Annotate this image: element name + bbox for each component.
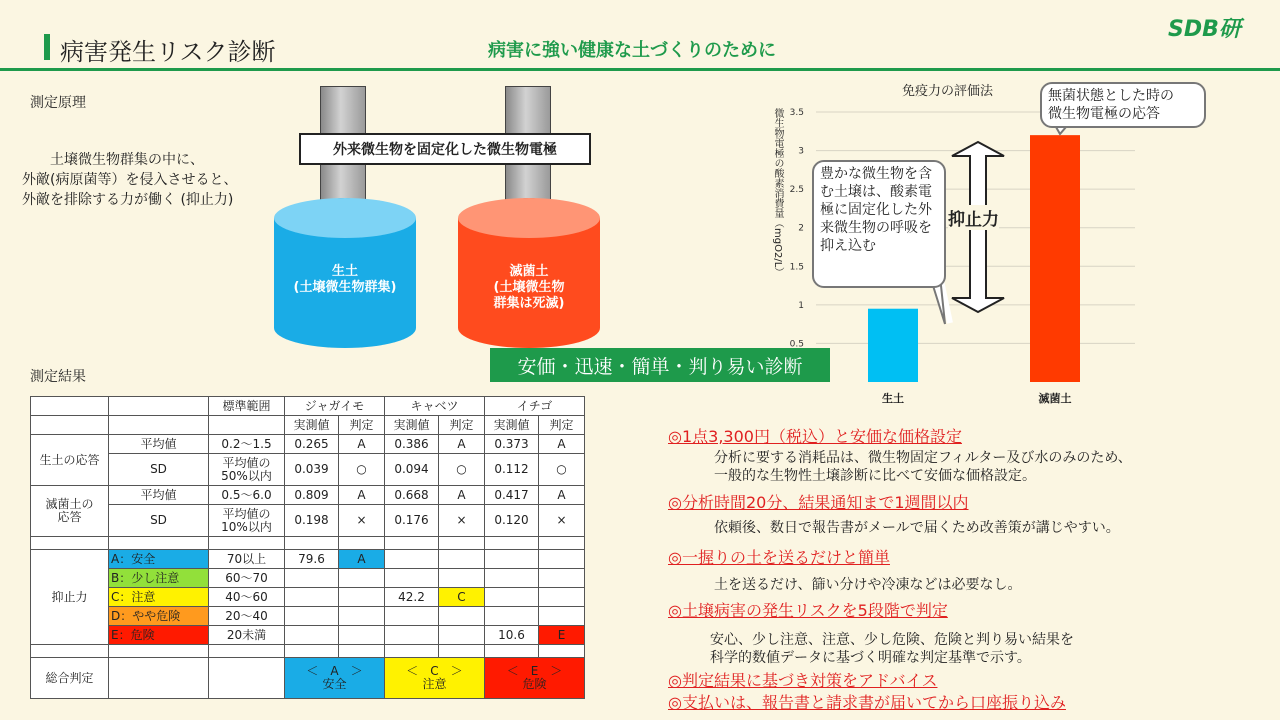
value-cell (539, 588, 585, 607)
value-cell: 0.112 (485, 454, 539, 486)
description-line: 外敵を排除する力が働く (抑止力) (22, 192, 234, 208)
value-cell: 0.094 (385, 454, 439, 486)
benefit-item (668, 668, 937, 691)
table-cell (109, 416, 209, 435)
description-line: 土壌微生物群集の中に、 (22, 152, 204, 168)
benefit-line: 土を送るだけ、篩い分けや冷凍などは必要なし。 (714, 577, 1022, 593)
crop-header: イチゴ (485, 397, 585, 416)
benefit-item (668, 545, 1021, 594)
chart-y-tick-label: 1.5 (789, 262, 804, 273)
std-range: 60～70 (209, 569, 285, 588)
benefit-line: 分析に要する消耗品は、微生物固定フィルター及び水のみのため、 (714, 450, 1132, 466)
electrode-label: 外来微生物を固定化した微生物電極 (299, 133, 591, 165)
value-cell: A (539, 486, 585, 505)
header-divider (0, 68, 1280, 71)
value-cell: ○ (439, 454, 485, 486)
measured-header: 実測値 (385, 416, 439, 435)
suppression-row (31, 588, 585, 607)
cylinder-label-line: 群集は死滅) (493, 296, 565, 311)
measured-header: 実測値 (485, 416, 539, 435)
results-table (30, 396, 585, 699)
benefit-body (710, 631, 1074, 667)
benefit-title: ◎判定結果に基づき対策をアドバイス (668, 671, 938, 690)
title-accent-bar (44, 34, 50, 60)
overall-result (285, 658, 385, 699)
std-line: 10%以内 (221, 519, 272, 534)
overall-result (485, 658, 585, 699)
benefit-body (714, 519, 1120, 537)
table-cell (285, 537, 339, 550)
benefit-line: 科学的数値データに基づく明確な判定基準で示す。 (710, 650, 1031, 666)
cylinder-top (458, 198, 600, 238)
value-cell: ○ (339, 454, 385, 486)
value-cell: A (539, 435, 585, 454)
chart-y-tick-label: 2.5 (789, 185, 804, 196)
benefit-line: 一般的な生物性土壌診断に比べて安価な価格設定。 (714, 468, 1036, 484)
table-row (31, 505, 585, 537)
overall-result (385, 658, 485, 699)
std-range-header: 標準範囲 (209, 397, 285, 416)
value-cell (385, 626, 439, 645)
cylinder-label-line: (土壌微生物群集) (293, 280, 397, 295)
value-cell (339, 626, 385, 645)
callout-sterile-soil (1040, 82, 1206, 128)
chart-bar (1030, 135, 1080, 382)
group-line: 応答 (57, 510, 82, 524)
judgement-cell: C (439, 588, 485, 607)
table-cell (209, 537, 285, 550)
chart-y-ticks (790, 108, 804, 349)
value-cell: 0.176 (385, 505, 439, 537)
table-cell (339, 645, 385, 658)
raw-soil-label (270, 264, 420, 296)
benefit-title: ◎一握りの土を送るだけと簡単 (668, 548, 890, 567)
chart-x-tick-label: 滅菌土 (1038, 392, 1072, 405)
benefit-title: ◎1点3,300円（税込）と安価な価格設定 (668, 427, 962, 446)
value-cell (385, 607, 439, 626)
row-label: 平均値 (109, 486, 209, 505)
value-cell: ○ (539, 454, 585, 486)
value-cell (285, 607, 339, 626)
table-cell (285, 645, 339, 658)
table-cell (31, 397, 109, 416)
table-cell (439, 645, 485, 658)
std-range (209, 505, 285, 537)
table-header-row (31, 397, 585, 416)
value-cell (539, 550, 585, 569)
std-line: 50%以内 (221, 468, 272, 483)
value-cell: A (339, 486, 385, 505)
overall-text: 安全 (322, 677, 347, 691)
table-cell (109, 658, 209, 699)
value-cell: 0.039 (285, 454, 339, 486)
cylinder-top (274, 198, 416, 238)
table-subheader-row (31, 416, 585, 435)
value-cell: A (439, 486, 485, 505)
suppression-row (31, 550, 585, 569)
level-label: B：少し注意 (109, 569, 209, 588)
judgement-cell: E (539, 626, 585, 645)
value-cell: 10.6 (485, 626, 539, 645)
table-cell (539, 537, 585, 550)
std-line: 平均値の (222, 455, 271, 470)
std-range: 20未満 (209, 626, 285, 645)
table-cell (439, 537, 485, 550)
results-label: 測定結果 (30, 369, 86, 385)
overall-text: 危険 (522, 677, 547, 691)
value-cell: 0.373 (485, 435, 539, 454)
description-line: 外敵(病原菌等）を侵入させると、 (22, 172, 238, 188)
value-cell: 79.6 (285, 550, 339, 569)
chart-y-tick-label: 0.5 (789, 339, 804, 350)
overall-row (31, 658, 585, 699)
crop-header: キャベツ (385, 397, 485, 416)
table-cell (109, 645, 209, 658)
value-cell: 0.120 (485, 505, 539, 537)
std-range: 40～60 (209, 588, 285, 607)
overall-grade: ＜ A ＞ (306, 664, 363, 678)
cylinder-label-line: 滅菌土 (509, 264, 549, 279)
std-range: 20～40 (209, 607, 285, 626)
benefit-item (668, 598, 1074, 667)
benefit-body (714, 576, 1021, 594)
value-cell (485, 550, 539, 569)
chart-bar (868, 309, 918, 382)
benefit-item (668, 424, 1132, 485)
benefit-body (714, 449, 1132, 485)
table-cell (485, 537, 539, 550)
page-title: 病害発生リスク診断 (60, 38, 276, 66)
value-cell (285, 569, 339, 588)
table-row (31, 454, 585, 486)
overall-grade: ＜ E ＞ (506, 664, 563, 678)
value-cell (339, 607, 385, 626)
value-cell: × (439, 505, 485, 537)
chart-y-tick-label: 3.5 (789, 108, 804, 118)
table-row (31, 435, 585, 454)
judgement-header: 判定 (539, 416, 585, 435)
std-range: 70以上 (209, 550, 285, 569)
table-cell (109, 537, 209, 550)
callout-line: 微生物電極の応答 (1048, 106, 1160, 122)
value-cell: × (339, 505, 385, 537)
value-cell (439, 569, 485, 588)
value-cell (339, 569, 385, 588)
value-cell (439, 550, 485, 569)
feature-banner: 安価・迅速・簡単・判り易い診断 (490, 348, 830, 382)
judgement-header: 判定 (439, 416, 485, 435)
table-cell (31, 645, 109, 658)
row-group-label: 総合判定 (31, 658, 109, 699)
value-cell: A (439, 435, 485, 454)
level-label: C：注意 (109, 588, 209, 607)
table-cell (539, 645, 585, 658)
value-cell (485, 569, 539, 588)
std-range (209, 454, 285, 486)
value-cell (539, 569, 585, 588)
value-cell: 42.2 (385, 588, 439, 607)
value-cell (485, 588, 539, 607)
table-cell (209, 658, 285, 699)
value-cell: 0.809 (285, 486, 339, 505)
callout-raw-soil: 豊かな微生物を含む土壌は、酸素電極に固定化した外来微生物の呼吸を抑え込む (812, 160, 946, 288)
table-cell (385, 645, 439, 658)
level-label: E：危険 (109, 626, 209, 645)
value-cell: 0.386 (385, 435, 439, 454)
callout-line: 無菌状態とした時の (1048, 88, 1174, 104)
measured-header: 実測値 (285, 416, 339, 435)
table-spacer-row (31, 537, 585, 550)
value-cell (439, 626, 485, 645)
table-cell (31, 537, 109, 550)
sterile-soil-label (454, 264, 604, 312)
row-label: SD (109, 454, 209, 486)
crop-header: ジャガイモ (285, 397, 385, 416)
chart-y-tick-label: 3 (798, 146, 804, 157)
value-cell (485, 607, 539, 626)
row-group-label: 生土の応答 (31, 435, 109, 486)
value-cell: 0.265 (285, 435, 339, 454)
benefit-title: ◎分析時間20分、結果通知まで1週間以内 (668, 493, 969, 512)
judgement-header: 判定 (339, 416, 385, 435)
value-cell (285, 626, 339, 645)
value-cell: A (339, 435, 385, 454)
cylinder-label-line: (土壌微生物 (493, 280, 565, 295)
benefit-line: 安心、少し注意、注意、少し危険、危険と判り易い結果を (710, 632, 1074, 648)
benefit-title: ◎土壌病害の発生リスクを5段階で判定 (668, 601, 948, 620)
group-line: 滅菌土の (45, 497, 94, 511)
row-group-label (31, 486, 109, 537)
value-cell: 0.417 (485, 486, 539, 505)
benefit-title: ◎支払いは、報告書と請求書が届いてから口座振り込み (668, 693, 1066, 712)
std-range: 0.2～1.5 (209, 435, 285, 454)
row-label: 平均値 (109, 435, 209, 454)
benefit-item (668, 490, 1120, 537)
table-row (31, 486, 585, 505)
logo: SDB研 (1168, 17, 1241, 42)
value-cell (339, 588, 385, 607)
value-cell (439, 607, 485, 626)
value-cell (539, 607, 585, 626)
level-label: D：やや危険 (109, 607, 209, 626)
value-cell (385, 569, 439, 588)
overall-grade: ＜ C ＞ (406, 664, 463, 678)
suppression-row (31, 626, 585, 645)
overall-text: 注意 (422, 677, 447, 691)
table-cell (385, 537, 439, 550)
row-group-label: 抑止力 (31, 550, 109, 645)
std-range: 0.5～6.0 (209, 486, 285, 505)
chart-title: 免疫力の評価法 (902, 84, 994, 99)
value-cell: × (539, 505, 585, 537)
value-cell: 0.198 (285, 505, 339, 537)
row-label: SD (109, 505, 209, 537)
judgement-cell: A (339, 550, 385, 569)
value-cell (385, 550, 439, 569)
std-line: 平均値の (222, 506, 271, 521)
table-cell (31, 416, 109, 435)
table-cell (339, 537, 385, 550)
chart-y-tick-label: 2 (798, 223, 804, 234)
suppression-row (31, 607, 585, 626)
cylinder-label-line: 生土 (331, 264, 358, 279)
table-cell (485, 645, 539, 658)
principle-label: 測定原理 (30, 95, 86, 111)
table-cell (209, 645, 285, 658)
chart-y-axis-label: 微生物電極の酸素消費量（mgO2/L） (772, 108, 783, 278)
table-spacer-row (31, 645, 585, 658)
benefit-item (668, 690, 1066, 713)
table-cell (109, 397, 209, 416)
suppression-row (31, 569, 585, 588)
benefit-line: 依頼後、数日で報告書がメールで届くため改善策が講じやすい。 (714, 520, 1120, 536)
chart-x-ticks (882, 391, 1072, 405)
suppression-label: 抑止力 (948, 205, 999, 230)
principle-description (22, 150, 237, 210)
level-label: A：安全 (109, 550, 209, 569)
table-cell (209, 416, 285, 435)
page-subtitle: 病害に強い健康な土づくりのために (488, 40, 776, 61)
chart-y-tick-label: 1 (798, 300, 804, 311)
value-cell: 0.668 (385, 486, 439, 505)
value-cell (285, 588, 339, 607)
chart-x-tick-label: 生土 (882, 392, 904, 405)
